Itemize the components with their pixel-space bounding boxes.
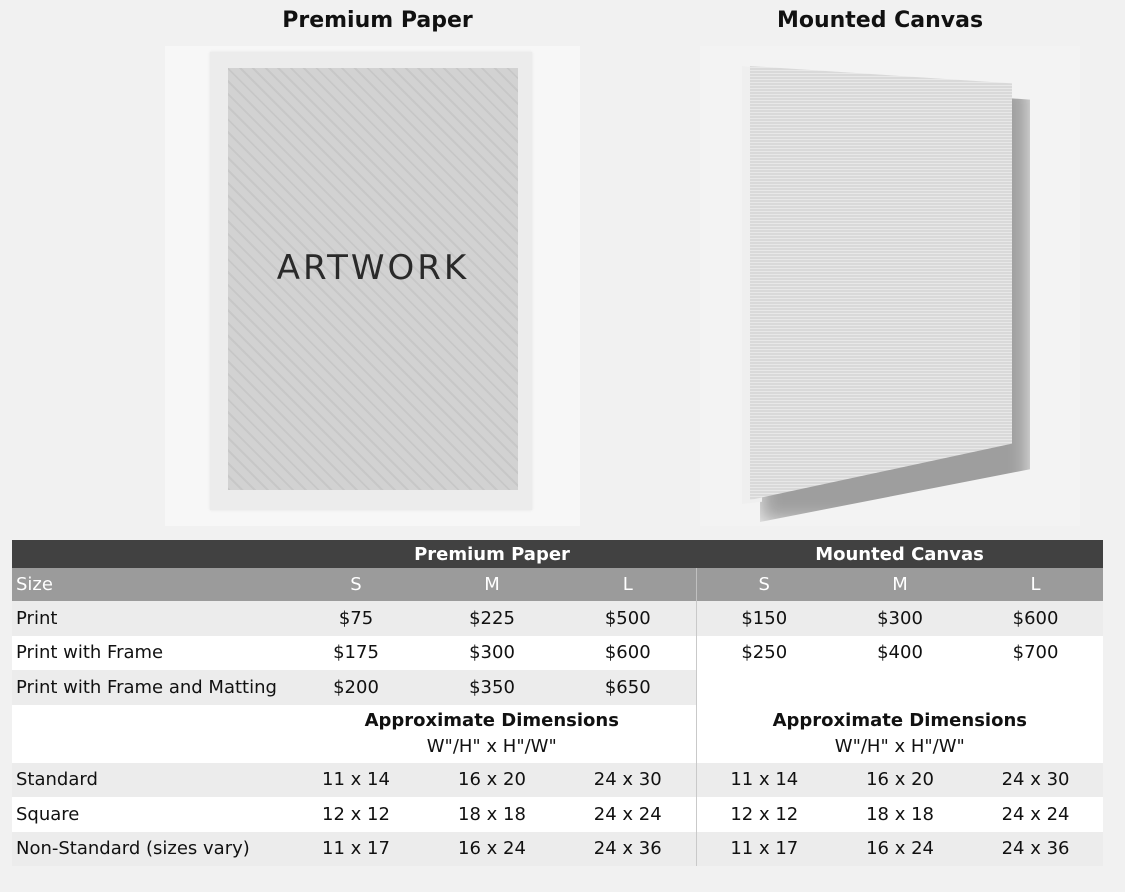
dimension-cell: 24 x 36 xyxy=(560,832,696,867)
dimension-row-standard xyxy=(12,763,1103,798)
artwork-label: ARTWORK xyxy=(276,248,470,288)
dimension-row-non-standard xyxy=(12,832,1103,867)
price-cell: $225 xyxy=(424,601,560,636)
row-label: Square xyxy=(12,797,288,832)
table-header-row xyxy=(12,540,1103,568)
price-cell: $300 xyxy=(424,636,560,671)
price-cell: $300 xyxy=(832,601,968,636)
size-cell: S xyxy=(696,568,832,601)
price-cell: $500 xyxy=(560,601,696,636)
price-row-print-with-frame-and-matting xyxy=(12,670,1103,705)
dimension-cell: 18 x 18 xyxy=(832,797,968,832)
row-label: Print with Frame and Matting xyxy=(12,670,288,705)
size-row xyxy=(12,568,1103,601)
row-label: Print xyxy=(12,601,288,636)
price-cell: $600 xyxy=(560,636,696,671)
size-cell: L xyxy=(560,568,696,601)
mounted-canvas-title: Mounted Canvas xyxy=(776,8,984,33)
dimensions-title: Approximate Dimensions xyxy=(364,709,619,731)
dimension-cell: 12 x 12 xyxy=(288,797,424,832)
pricing-table xyxy=(12,540,1103,866)
dimension-cell: 18 x 18 xyxy=(424,797,560,832)
dimension-cell: 24 x 30 xyxy=(560,763,696,798)
price-cell: $75 xyxy=(288,601,424,636)
header-empty-cell xyxy=(12,540,288,568)
price-cell: $700 xyxy=(968,636,1103,671)
empty-cell xyxy=(696,670,832,705)
dimension-cell: 12 x 12 xyxy=(696,797,832,832)
dimension-cell: 16 x 24 xyxy=(832,832,968,867)
dimension-cell: 24 x 24 xyxy=(560,797,696,832)
dimension-cell: 16 x 20 xyxy=(424,763,560,798)
price-cell: $600 xyxy=(968,601,1103,636)
empty-cell xyxy=(832,670,968,705)
row-label: Standard xyxy=(12,763,288,798)
size-cell: S xyxy=(288,568,424,601)
canvas-dimensions-header xyxy=(696,705,1103,763)
price-cell: $250 xyxy=(696,636,832,671)
canvas-face xyxy=(750,66,1012,500)
empty-cell xyxy=(968,670,1103,705)
size-cell: M xyxy=(424,568,560,601)
price-cell: $200 xyxy=(288,670,424,705)
dimensions-header-row xyxy=(12,705,1103,763)
dimension-cell: 11 x 14 xyxy=(288,763,424,798)
row-label: Non-Standard (sizes vary) xyxy=(12,832,288,867)
row-label: Print with Frame xyxy=(12,636,288,671)
dimension-cell: 11 x 17 xyxy=(696,832,832,867)
price-cell: $150 xyxy=(696,601,832,636)
header-premium-paper: Premium Paper xyxy=(288,540,696,568)
price-row-print xyxy=(12,601,1103,636)
price-cell: $350 xyxy=(424,670,560,705)
dimension-cell: 16 x 24 xyxy=(424,832,560,867)
price-cell: $400 xyxy=(832,636,968,671)
dimensions-subtitle: W"/H" x H"/W" xyxy=(426,735,557,757)
size-cell: M xyxy=(832,568,968,601)
dimensions-subtitle: W"/H" x H"/W" xyxy=(834,735,965,757)
price-row-print-with-frame xyxy=(12,636,1103,671)
header-mounted-canvas: Mounted Canvas xyxy=(696,540,1103,568)
paper-dimensions-header xyxy=(288,705,696,763)
dimension-cell: 24 x 24 xyxy=(968,797,1103,832)
price-cell: $650 xyxy=(560,670,696,705)
dimension-cell: 16 x 20 xyxy=(832,763,968,798)
size-label: Size xyxy=(12,568,288,601)
dimension-cell: 11 x 17 xyxy=(288,832,424,867)
price-cell: $175 xyxy=(288,636,424,671)
dimension-row-square xyxy=(12,797,1103,832)
dimension-cell: 24 x 36 xyxy=(968,832,1103,867)
size-cell: L xyxy=(968,568,1103,601)
dimensions-header-empty xyxy=(12,705,288,763)
dimensions-title: Approximate Dimensions xyxy=(772,709,1027,731)
dimension-cell: 11 x 14 xyxy=(696,763,832,798)
premium-paper-title: Premium Paper xyxy=(282,8,473,33)
dimension-cell: 24 x 30 xyxy=(968,763,1103,798)
